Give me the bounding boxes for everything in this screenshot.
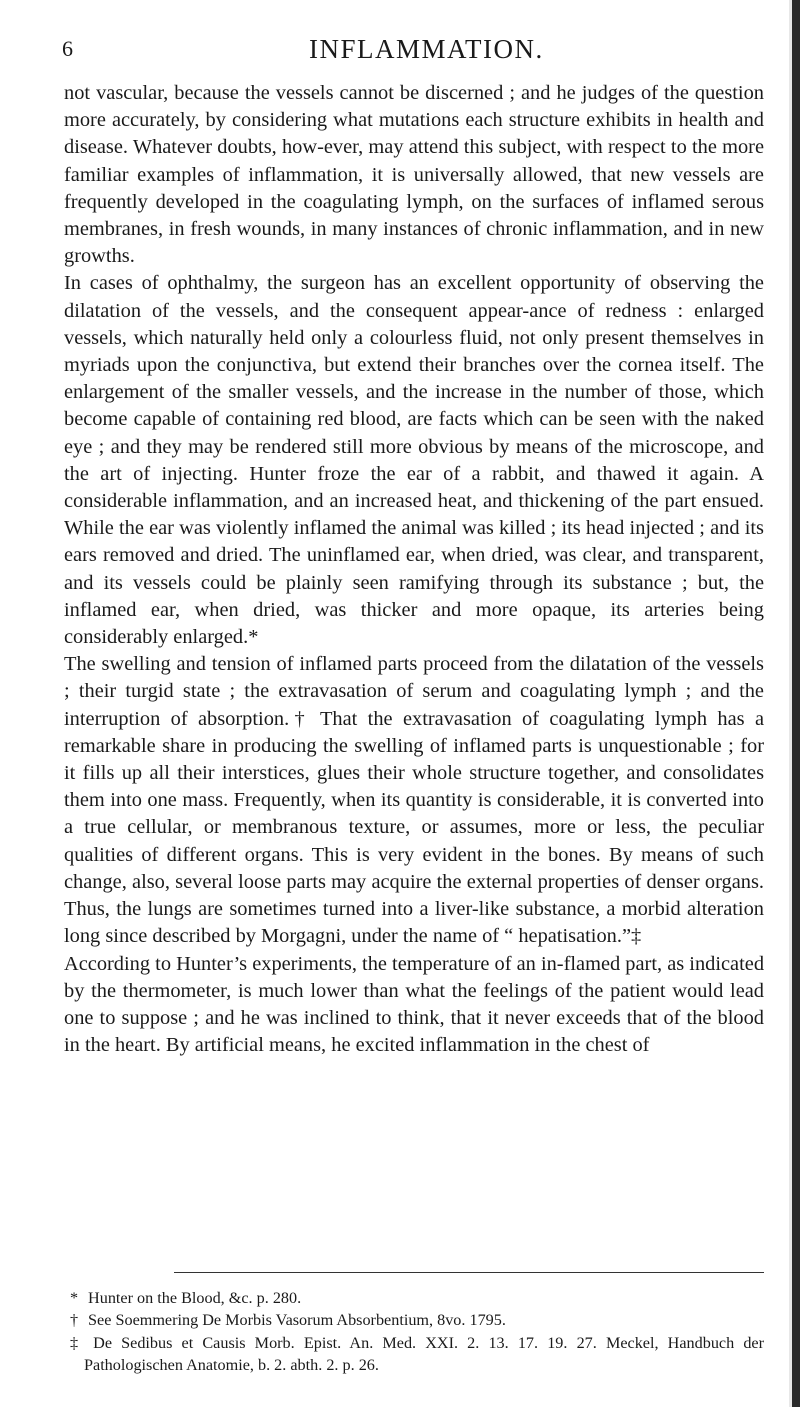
footnote [64,1332,764,1377]
footnote [64,1287,764,1309]
paragraph: In cases of ophthalmy, the surgeon has an excellent opportunity of observing the dilatation of the vessels, and the consequent appear-ance of redness : enlarged vessels, which naturally held only a colourless fluid, not only present themselves in myriads upon the conjunctiva, but extend their branches over the cornea itself. The enlargement of the smaller vessels, and the increase in the number of those, which become capable of containing red blood, are facts which can be seen with the naked eye ; and they may be rendered still more obvious by means of the microscope, and the art of injecting. Hunter froze the ear of a rabbit, and thawed it again. A considerable inflammation, and an increased heat, and thickening of the part ensued. While the ear was violently inflamed the animal was killed ; its head injected ; and its ears removed and dried. The uninflamed ear, when dried, was clear, and transparent, and its vessels could be plainly seen ramifying through its substance ; but, the inflamed ear, when dried, was thicker and more opaque, its arteries being considerably enlarged.* [64,272,764,649]
footnote-text: Hunter on the Blood, &c. p. 280. [88,1289,302,1307]
page-edge-shadow [792,0,800,1407]
running-head: INFLAMMATION. [309,34,544,64]
footnote-text: De Sedibus et Causis Morb. Epist. An. Med. XXI. 2. 13. 17. 19. 27. Meckel, Handbuch der Pathologischen Anatomie, b. 2. abth. 2. p. 26. [84,1333,765,1375]
footnote-mark: † [69,1311,79,1330]
body-text [64,80,764,1059]
footnote-text: See Soemmering De Morbis Vasorum Absorbentium, 8vo. 1795. [88,1311,506,1330]
footnote-mark: * [69,1289,79,1307]
page-header [62,34,762,68]
footnote [64,1309,764,1331]
footnotes [64,1287,764,1377]
footnote-rule [174,1272,764,1273]
paragraph: The swelling and tension of inflamed parts proceed from the dilatation of the vessels ; their turgid state ; the extravasation of serum and coagulating lymph ; and the interruption of absorption.† That the extravasation of coagulating lymph has a remarkable share in producing the swelling of inflamed parts is unquestionable ; for it fills up all their interstices, glues their whole structure together, and consolidates them into one mass. Frequently, when its quantity is considerable, it is converted into a true cellular, or membranous texture, or assumes, more or less, the peculiar qualities of different organs. This is very evident in the bones. By means of such change, also, several loose parts may acquire the external properties of denser organs. Thus, the lungs are sometimes turned into a liver-like substance, a morbid alteration long since described by Morgagni, under the name of “ hepatisation.”‡ [64,653,764,948]
footnote-mark: ‡ [69,1333,79,1352]
paragraph: not vascular, because the vessels cannot be discerned ; and he judges of the question more accurately, by considering what mutations each structure exhibits in health and disease. Whatever doubts, how-ever, may attend this subject, with respect to the more familiar examples of inflammation, it is universally allowed, that new vessels are frequently developed in the coagulating lymph, on the surfaces of inflamed serous membranes, in fresh wounds, in many instances of chronic inflammation, and in new growths. [64,82,764,268]
page-number: 6 [62,36,73,61]
paragraph: According to Hunter’s experiments, the temperature of an in-flamed part, as indicated by the thermometer, is much lower than what the feelings of the patient would lead one to suppose ; and he was inclined to think, that it never exceeds that of the blood in the heart. By artificial means, he excited inflammation in the chest of [64,952,765,1057]
